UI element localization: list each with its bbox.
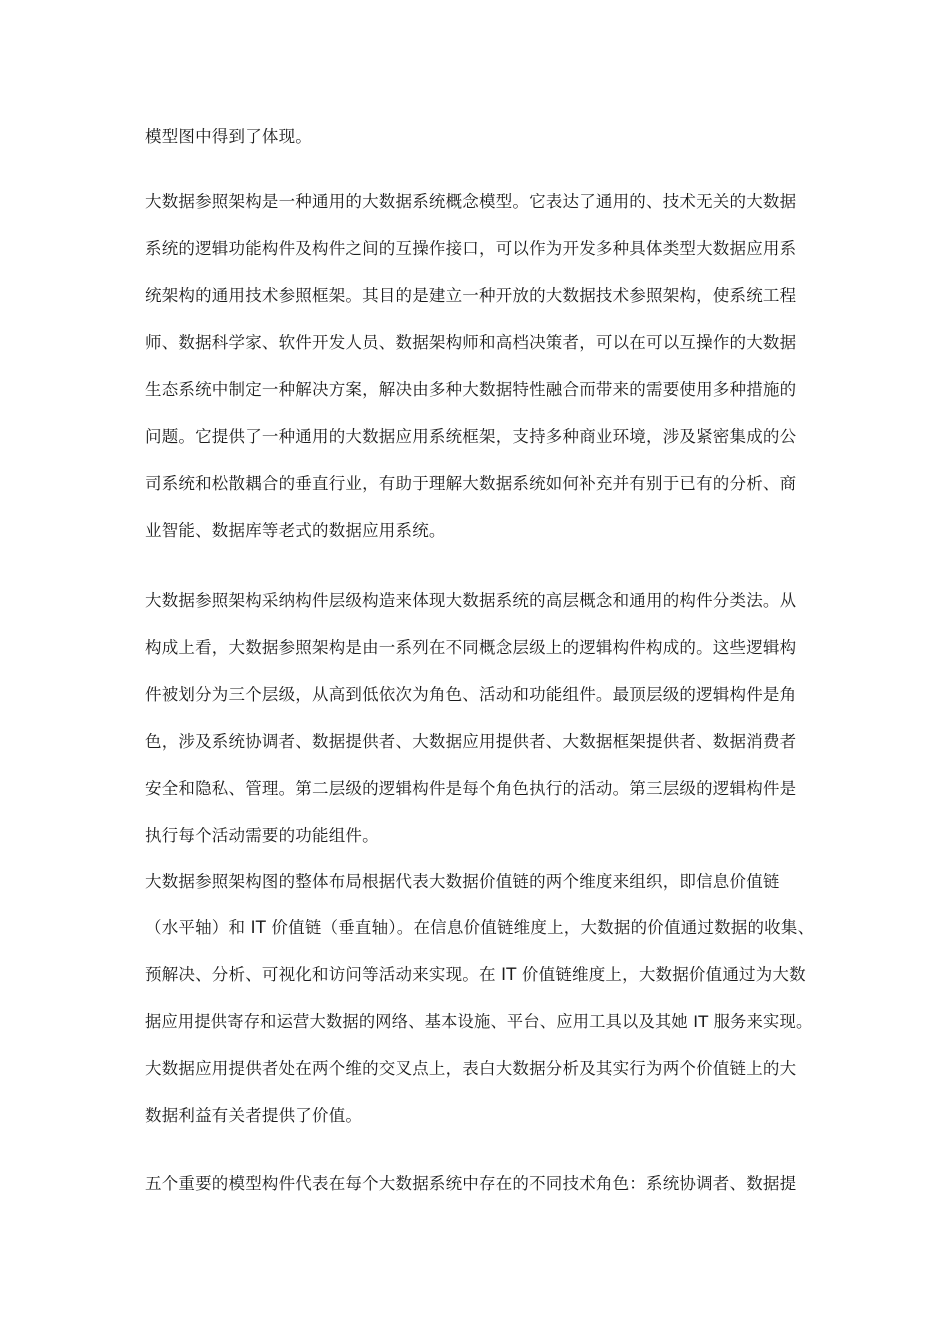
paragraph-4-line-6: 数据利益有关者提供了价值。: [145, 1106, 363, 1125]
paragraph-1-line-1: 模型图中得到了体现。: [145, 127, 312, 146]
paragraph-2-line-4: 师、数据科学家、软件开发人员、数据架构师和高档决策者，可以在可以互操作的大数据: [145, 333, 797, 352]
paragraph-3-line-5: 安全和隐私、管理。第二层级的逻辑构件是每个角色执行的活动。第三层级的逻辑构件是: [145, 779, 797, 798]
paragraph-4-line-5: 大数据应用提供者处在两个维的交叉点上，表白大数据分析及其实行为两个价值链上的大: [145, 1059, 797, 1078]
paragraph-2-line-7: 司系统和松散耦合的垂直行业，有助于理解大数据系统如何补充并有别于已有的分析、商: [145, 474, 797, 493]
paragraph-5-line-1: 五个重要的模型构件代表在每个大数据系统中存在的不同技术角色：系统协调者、数据提: [145, 1174, 797, 1193]
paragraph-2-line-8: 业智能、数据库等老式的数据应用系统。: [145, 521, 446, 540]
paragraph-3-line-1: 大数据参照架构采纳构件层级构造来体现大数据系统的高层概念和通用的构件分类法。从: [145, 591, 797, 610]
paragraph-4-line-1: 大数据参照架构图的整体布局根据代表大数据价值链的两个维度来组织，即信息价值链: [145, 872, 780, 891]
paragraph-2-line-1: 大数据参照架构是一种通用的大数据系统概念模型。它表达了通用的、技术无关的大数据: [145, 192, 797, 211]
paragraph-2-line-5: 生态系统中制定一种解决方案，解决由多种大数据特性融合而带来的需要使用多种措施的: [145, 380, 797, 399]
paragraph-3-line-4: 色，涉及系统协调者、数据提供者、大数据应用提供者、大数据框架提供者、数据消费者: [145, 732, 797, 751]
paragraph-3-line-2: 构成上看，大数据参照架构是由一系列在不同概念层级上的逻辑构件构成的。这些逻辑构: [145, 638, 797, 657]
paragraph-3-line-3: 件被划分为三个层级，从高到低依次为角色、活动和功能组件。最顶层级的逻辑构件是角: [145, 685, 797, 704]
paragraph-3-line-6: 执行每个活动需要的功能组件。: [145, 826, 379, 845]
paragraph-2-line-2: 系统的逻辑功能构件及构件之间的互操作接口，可以作为开发多种具体类型大数据应用系: [145, 239, 797, 258]
paragraph-2-line-3: 统架构的通用技术参照框架。其目的是建立一种开放的大数据技术参照架构，使系统工程: [145, 286, 797, 305]
paragraph-4-line-4: 据应用提供寄存和运营大数据的网络、基本设施、平台、应用工具以及其她 IT 服务来实现。: [145, 1012, 813, 1031]
paragraph-4-line-2: （水平轴）和 IT 价值链（垂直轴）。在信息价值链维度上，大数据的价值通过数据的收集、: [145, 918, 815, 937]
paragraph-2-line-6: 问题。它提供了一种通用的大数据应用系统框架，支持多种商业环境，涉及紧密集成的公: [145, 427, 797, 446]
paragraph-4-line-3: 预解决、分析、可视化和访问等活动来实现。在 IT 价值链维度上，大数据价值通过为大数: [145, 965, 806, 984]
